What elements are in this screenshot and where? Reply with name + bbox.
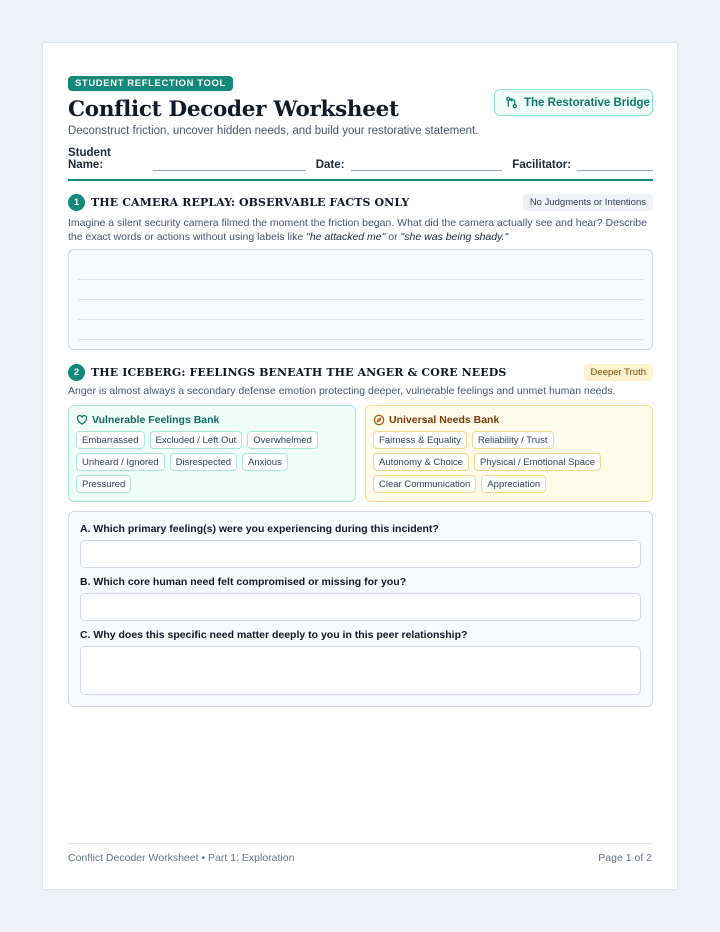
section-1-badge: No Judgments or Intentions: [523, 194, 653, 211]
tool-tag: STUDENT REFLECTION TOOL: [68, 76, 233, 91]
answer-b-field[interactable]: [80, 593, 641, 621]
camera-replay-answer-box[interactable]: [68, 249, 653, 350]
questions-box: [68, 511, 653, 707]
needs-bank: [365, 405, 653, 502]
info-fields: [68, 147, 653, 171]
question-c: C. Why does this specific need matter deeply to you in this peer relationship?: [80, 628, 468, 641]
section-1-number: 1: [68, 194, 85, 211]
branch-icon: [505, 96, 518, 109]
page-title: Conflict Decoder Worksheet: [68, 97, 399, 122]
ruled-line: [78, 299, 643, 300]
ruled-line: [78, 339, 643, 340]
feeling-chip[interactable]: Disrespected: [170, 453, 237, 471]
need-chip[interactable]: Clear Communication: [373, 475, 476, 493]
word-banks: [68, 405, 653, 502]
header-divider: [68, 179, 653, 181]
ruled-line: [78, 319, 643, 320]
need-chip[interactable]: Physical / Emotional Space: [474, 453, 601, 471]
section-2-title: THE ICEBERG: FEELINGS BENEATH THE ANGER & CORE NEEDS: [91, 365, 507, 379]
need-chip[interactable]: Autonomy & Choice: [373, 453, 469, 471]
student-name-label: Student Name:: [68, 147, 111, 171]
needs-chips: [373, 431, 645, 493]
question-a: A. Which primary feeling(s) were you experiencing during this incident?: [80, 522, 439, 535]
page-footer: [68, 843, 652, 864]
brand-badge: [494, 89, 653, 116]
need-chip[interactable]: Reliability / Trust: [472, 431, 554, 449]
feelings-bank-label: Vulnerable Feelings Bank: [92, 413, 220, 426]
feeling-chip[interactable]: Excluded / Left Out: [150, 431, 243, 449]
facilitator-label: Facilitator:: [512, 159, 572, 171]
section-2-badge: Deeper Truth: [584, 364, 653, 381]
question-b: B. Which core human need felt compromised or missing for you?: [80, 575, 407, 588]
desc-text: Imagine a silent security camera filmed the moment the friction began. What did the camera actually see and hear? Describe the exact words or actions without using labels like: [68, 217, 647, 243]
ruled-line: [78, 279, 643, 280]
feeling-chip[interactable]: Overwhelmed: [247, 431, 318, 449]
example-quote-2: "she was being shady.": [400, 230, 509, 243]
feelings-chips: [76, 431, 348, 493]
feeling-chip[interactable]: Embarrassed: [76, 431, 145, 449]
section-2-description: Anger is almost always a secondary defense emotion protecting deeper, vulnerable feelings and unmet human needs.: [68, 385, 616, 397]
section-1-description: [68, 217, 653, 244]
answer-c-field[interactable]: [80, 646, 641, 695]
section-2-header: [68, 363, 653, 381]
section-2-number: 2: [68, 364, 85, 381]
feeling-chip[interactable]: Anxious: [242, 453, 288, 471]
feelings-bank-title: [76, 414, 348, 426]
worksheet-page: [42, 42, 678, 890]
facilitator-field[interactable]: [577, 157, 653, 171]
page-subtitle: Deconstruct friction, uncover hidden needs, and build your restorative statement.: [68, 125, 479, 137]
answer-a-field[interactable]: [80, 540, 641, 568]
page-number: Page 1 of 2: [598, 852, 652, 864]
example-quote-1: "he attacked me": [306, 230, 386, 243]
need-chip[interactable]: Appreciation: [481, 475, 546, 493]
section-1-title: THE CAMERA REPLAY: OBSERVABLE FACTS ONLY: [91, 195, 410, 209]
desc-or: or: [385, 230, 401, 243]
feeling-chip[interactable]: Unheard / Ignored: [76, 453, 165, 471]
feelings-bank: [68, 405, 356, 502]
footer-title: Conflict Decoder Worksheet • Part 1: Exploration: [68, 852, 295, 864]
section-1-header: [68, 193, 653, 211]
brand-label: The Restorative Bridge: [524, 96, 650, 109]
compass-icon: [373, 414, 385, 426]
date-label: Date:: [315, 159, 345, 171]
date-field[interactable]: [351, 157, 503, 171]
student-name-field[interactable]: [153, 157, 306, 171]
page-content: [68, 73, 653, 707]
needs-bank-label: Universal Needs Bank: [389, 413, 500, 426]
need-chip[interactable]: Fairness & Equality: [373, 431, 467, 449]
heart-icon: [76, 414, 88, 426]
feeling-chip[interactable]: Pressured: [76, 475, 131, 493]
needs-bank-title: [373, 414, 645, 426]
